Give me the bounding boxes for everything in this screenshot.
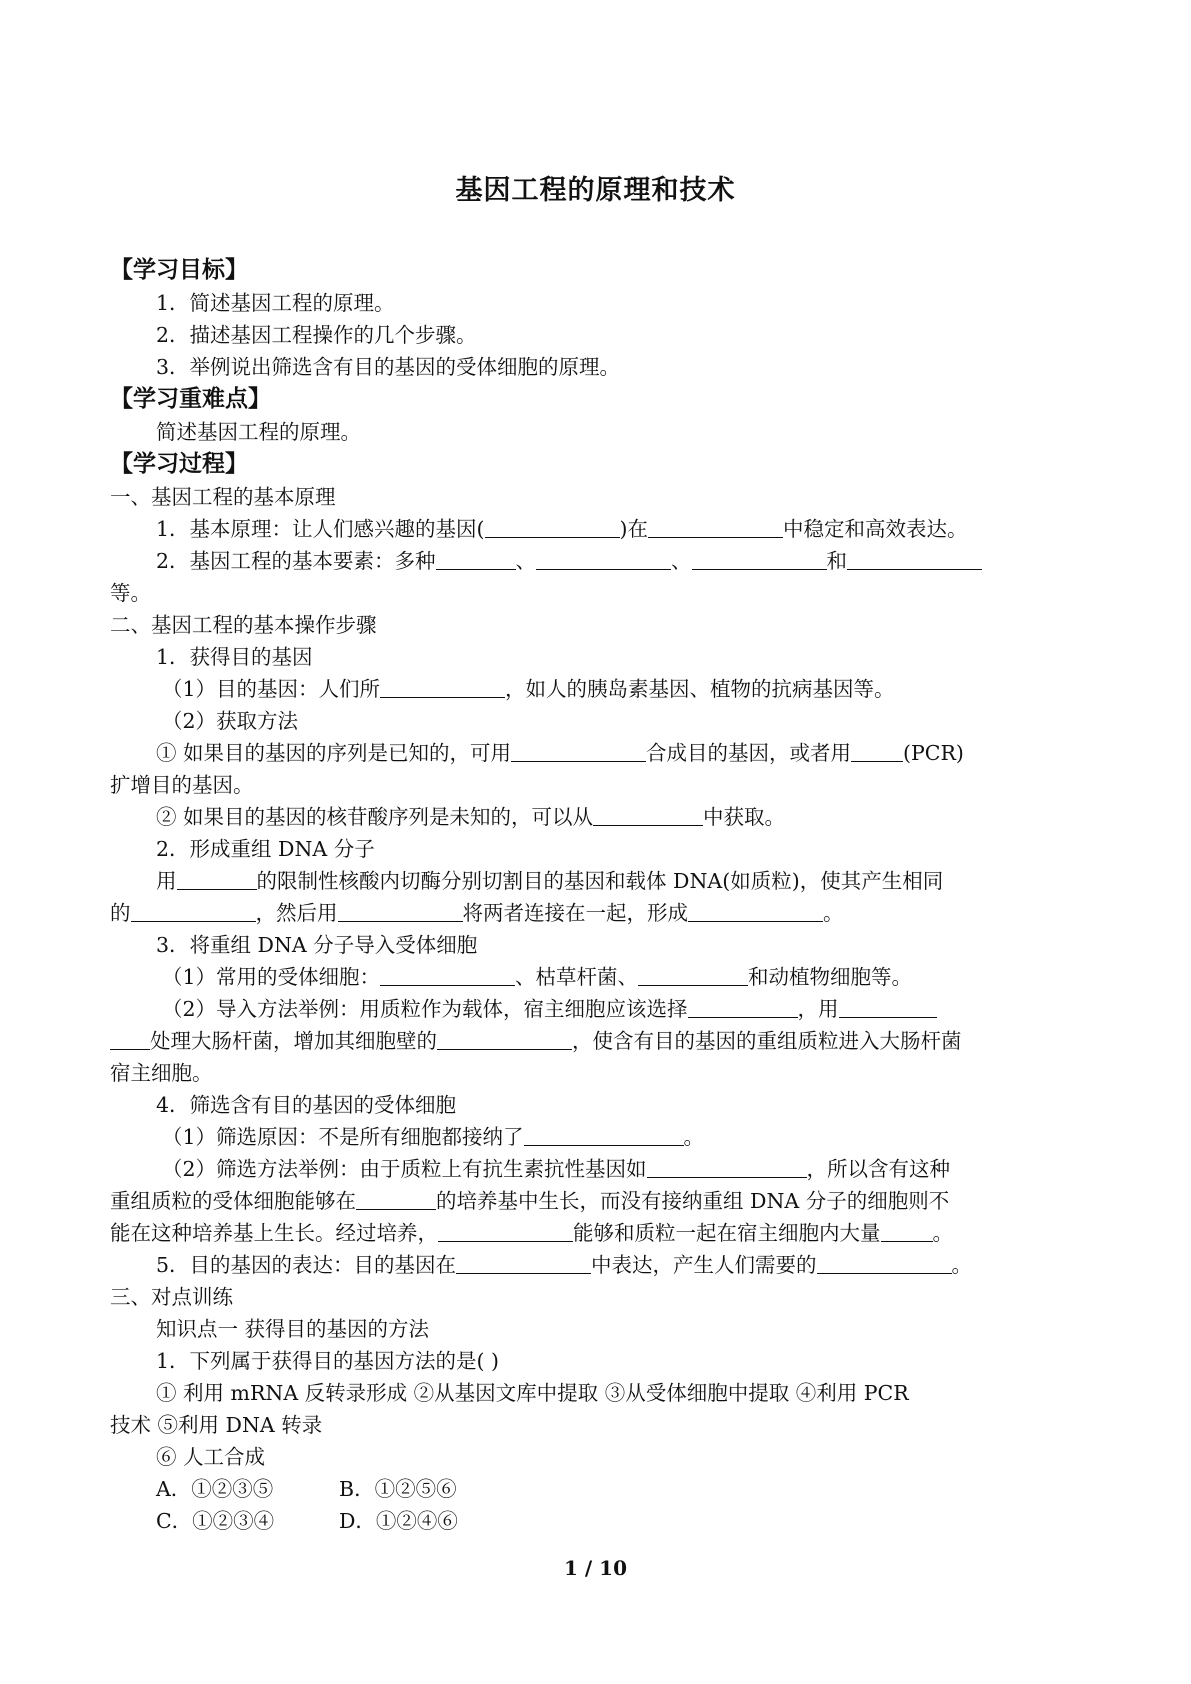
key-points-text: 简述基因工程的原理。 [156,420,361,444]
fill-blank[interactable] [847,547,982,570]
step1-method-unknown [110,801,1090,833]
step4-reason [110,1121,1090,1153]
option-b[interactable]: B．①②⑤⑥ [339,1477,457,1501]
options-row-1 [110,1473,1090,1505]
text: 。 [951,1253,973,1277]
fill-blank[interactable] [647,1155,807,1178]
fill-blank[interactable] [511,739,646,762]
text: ，使含有目的基因的重组质粒进入大肠杆菌 [572,1029,962,1053]
knowledge-point-1: 知识点一 获得目的基因的方法 [156,1317,430,1341]
page-number: 1 / 10 [564,1556,627,1580]
fill-blank[interactable] [436,547,516,570]
goal-item: 1．简述基因工程的原理。 [156,291,395,315]
text: 能够和质粒一起在宿主细胞内大量 [573,1221,881,1245]
step2-line2 [110,897,1090,929]
worksheet-body [110,254,1090,1537]
text: ，如人的胰岛素基因、植物的抗病基因等。 [505,677,895,701]
text: 、 [515,549,537,573]
text: 的 [110,901,131,925]
text: （1）常用的受体细胞： [162,965,381,989]
fill-blank[interactable] [438,1219,573,1242]
fill-blank[interactable] [839,995,937,1018]
step3-method-line1 [110,993,1090,1025]
step2-title: 2．形成重组 DNA 分子 [156,837,375,861]
fill-blank[interactable] [437,1027,572,1050]
fill-blank[interactable] [817,1251,952,1274]
text: 中获取。 [703,805,786,829]
text: 。 [932,1221,953,1245]
fill-blank[interactable] [688,899,823,922]
text: （2）导入方法举例：用质粒作为载体，宿主细胞应该选择 [162,997,688,1021]
fill-blank[interactable] [485,515,620,538]
step1-target-gene [110,673,1090,705]
part1-heading: 一、基因工程的基本原理 [110,485,336,509]
step1-method-title: （2）获取方法 [162,709,299,733]
step4-method-line1 [110,1153,1090,1185]
step5-line [110,1249,1090,1281]
text: 的培养基中生长，而没有接纳重组 DNA 分子的细胞则不 [436,1189,950,1213]
step1-method-known-cont: 扩增目的基因。 [110,773,254,797]
fill-blank[interactable] [881,1219,933,1242]
fill-blank[interactable] [131,899,256,922]
key-points-heading: 【学习重难点】 [110,386,271,412]
part1-line2-cont: 等。 [110,581,151,605]
process-heading: 【学习过程】 [110,451,248,477]
fill-blank[interactable] [593,803,703,826]
question-1-items-cont: 技术 ⑤利用 DNA 转录 [110,1413,323,1437]
question-1-item6: ⑥ 人工合成 [156,1445,266,1469]
text: （2）筛选方法举例：由于质粒上有抗生素抗性基因如 [162,1157,647,1181]
text: 的限制性核酸内切酶分别切割目的基因和载体 DNA(如质粒)，使其产生相同 [256,869,944,893]
fill-blank[interactable] [648,515,783,538]
step3-title: 3．将重组 DNA 分子导入受体细胞 [156,933,478,957]
text: （1）筛选原因：不是所有细胞都接纳了 [162,1125,524,1149]
step3-receptor-cells [110,961,1090,993]
text: 处理大肠杆菌，增加其细胞壁的 [150,1029,437,1053]
text: 能在这种培养基上生长。经过培养， [110,1221,438,1245]
text: ① 如果目的基因的序列是已知的，可用 [156,741,512,765]
part3-heading: 三、对点训练 [110,1285,233,1309]
fill-blank[interactable] [110,1027,150,1050]
text: 、 [671,549,692,573]
goals-heading: 【学习目标】 [110,257,248,283]
option-d[interactable]: D．①②④⑥ [339,1509,458,1533]
step4-title: 4．筛选含有目的基因的受体细胞 [156,1093,457,1117]
fill-blank[interactable] [524,1123,684,1146]
question-1-items: ① 利用 mRNA 反转录形成 ②从基因文库中提取 ③从受体细胞中提取 ④利用 PCR [156,1381,909,1405]
text: ，然后用 [255,901,338,925]
text: （1）目的基因：人们所 [162,677,381,701]
text: 合成目的基因，或者用 [646,741,852,765]
fill-blank[interactable] [536,547,671,570]
text: 重组质粒的受体细胞能够在 [110,1189,356,1213]
text: (PCR) [903,741,964,765]
text: 用 [156,869,177,893]
text: ，用 [797,997,839,1021]
step3-method-line3: 宿主细胞。 [110,1061,213,1085]
fill-blank[interactable] [688,995,798,1018]
fill-blank[interactable] [638,963,748,986]
option-a[interactable]: A．①②③⑤ [156,1477,274,1501]
step1-title: 1．获得目的基因 [156,645,313,669]
fill-blank[interactable] [356,1187,436,1210]
fill-blank[interactable] [692,547,827,570]
goal-item: 3．举例说出筛选含有目的基因的受体细胞的原理。 [156,355,621,379]
fill-blank[interactable] [177,867,257,890]
fill-blank[interactable] [851,739,903,762]
goal-item: 2．描述基因工程操作的几个步骤。 [156,323,477,347]
text: 、枯草杆菌、 [515,965,639,989]
text: 和 [826,549,848,573]
step4-method-line2 [110,1185,1090,1217]
fill-blank[interactable] [456,1251,591,1274]
text: 中稳定和高效表达。 [783,517,968,541]
text: 2．基因工程的基本要素：多种 [156,549,436,573]
step4-method-line3 [110,1217,1090,1249]
fill-blank[interactable] [380,963,515,986]
options-row-2 [110,1505,1090,1537]
part1-line1 [110,513,1090,545]
fill-blank[interactable] [380,675,505,698]
part2-heading: 二、基因工程的基本操作步骤 [110,613,377,637]
text: 和动植物细胞等。 [748,965,913,989]
text: 5．目的基因的表达：目的基因在 [156,1253,457,1277]
text: 1．基本原理：让人们感兴趣的基因( [156,517,485,541]
text: ② 如果目的基因的核苷酸序列是未知的，可以从 [156,805,594,829]
text: 将两者连接在一起，形成 [462,901,688,925]
step2-line1 [110,865,1090,897]
question-1: 1．下列属于获得目的基因方法的是( ) [156,1349,500,1373]
step3-method-line2 [110,1025,1090,1057]
text: 中表达，产生人们需要的 [591,1253,817,1277]
text: )在 [619,517,649,541]
text: 。 [823,901,844,925]
page-title: 基因工程的原理和技术 [455,175,736,206]
text: 。 [683,1125,705,1149]
step1-method-known [110,737,1090,769]
text: ，所以含有这种 [806,1157,951,1181]
fill-blank[interactable] [338,899,463,922]
option-c[interactable]: C．①②③④ [156,1509,275,1533]
part1-line2 [110,545,1090,577]
